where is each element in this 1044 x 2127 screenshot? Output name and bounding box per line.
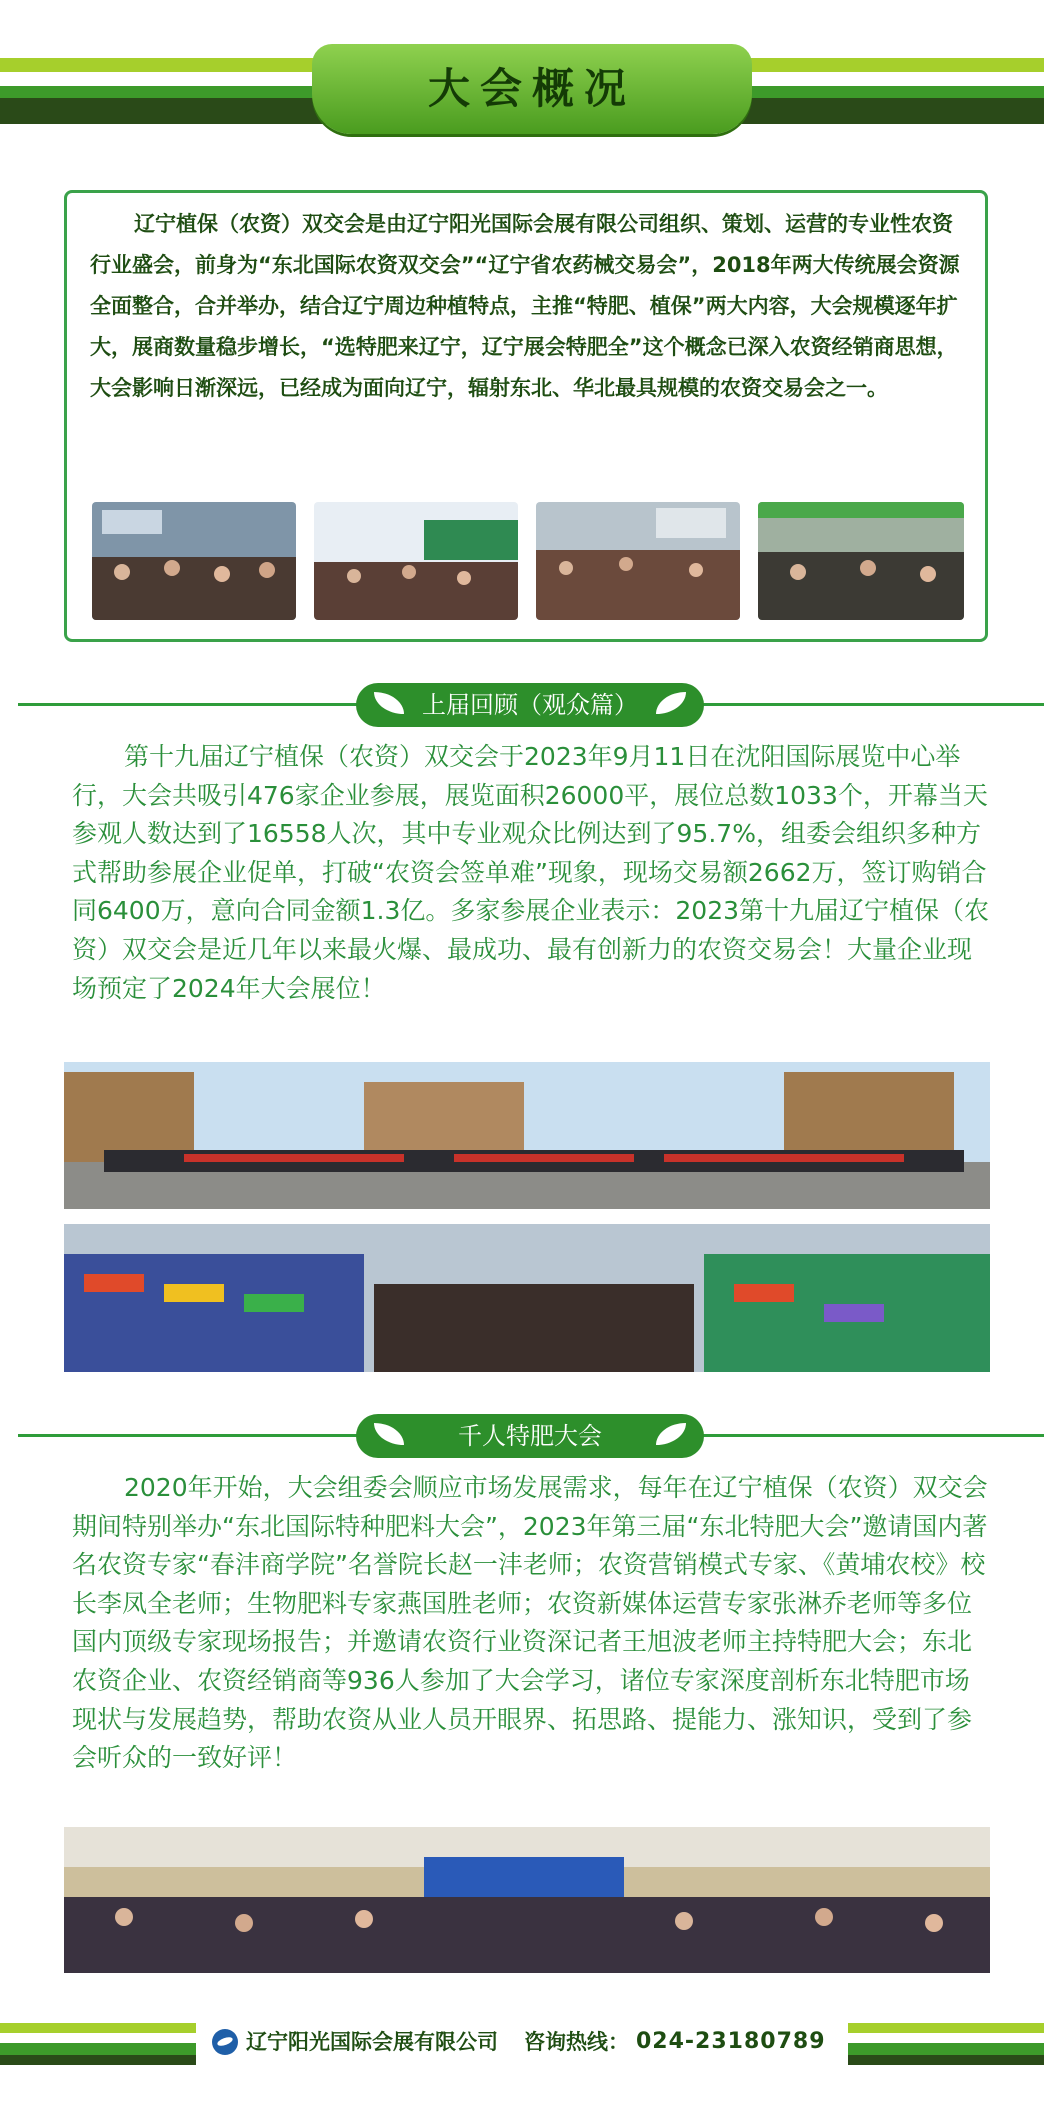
leaf-left-icon — [374, 1423, 404, 1445]
fertilizer-heading: 千人特肥大会 — [458, 1422, 602, 1450]
intro-paragraph: 辽宁植保（农资）双交会是由辽宁阳光国际会展有限公司组织、策划、运营的专业性农资行业盛会，前身为“东北国际农资双交会”“辽宁省农药械交易会”，2018年两大传统展会资源全面整合，合并举办，结合辽宁周边种植特点，主推“特肥、植保”两大内容，大会规模逐年扩大，展商数量稳步增长，“选特肥来辽宁，辽宁展会特肥全”这个概念已深入农资经销商思想，大会影响日渐深远，已经成为面向辽宁，辐射东北、华北最具规模的农资交易会之一。 — [90, 212, 960, 400]
intro-photo-2 — [314, 502, 518, 620]
leaf-right-icon — [656, 1423, 686, 1445]
page-title: 大会概况 — [427, 64, 636, 113]
fertilizer-paragraph: 2020年开始，大会组委会顺应市场发展需求，每年在辽宁植保（农资）双交会期间特别举办“东北国际特种肥料大会”，2023年第三届“东北特肥大会”邀请国内著名农资专家“春沣商学院”名誉院长赵一沣老师；农资营销模式专家、《黄埔农校》校长李凤全老师；生物肥料专家燕国胜老师；农资新媒体运营专家张淋乔老师等多位国内顶级专家现场报告；并邀请农资行业资深记者王旭波老师主持特肥大会；东北农资企业、农资经销商等936人参加了大会学习，诸位专家深度剖析东北特肥市场现状与发展趋势，帮助农资从业人员开眼界、拓思路、提能力、涨知识，受到了参会听众的一致好评！ — [72, 1473, 988, 1773]
review-panorama-1 — [64, 1062, 990, 1209]
fertilizer-heading-pill — [356, 1414, 704, 1458]
intro-photo-1 — [92, 502, 296, 620]
footer-hotline: 024-23180789 — [636, 2029, 826, 2054]
footer-company: 辽宁阳光国际会展有限公司 — [246, 2030, 498, 2054]
leaf-left-icon — [374, 692, 404, 714]
review-panorama-2 — [64, 1224, 990, 1372]
page-title-tab — [312, 44, 752, 134]
review-paragraph: 第十九届辽宁植保（农资）双交会于2023年9月11日在沈阳国际展览中心举行，大会共吸引476家企业参展，展览面积26000平，展位总数1033个，开幕当天参观人数达到了16558人次，其中专业观众比例达到了95.7%，组委会组织多种方式帮助参展企业促单，打破“农资会签单难”现象，现场交易额2662万，签订购销合同6400万，意向合同金额1.3亿。多家参展企业表示：2023第十九届辽宁植保（农资）双交会是近几年以来最火爆、最成功、最有创新力的农资交易会！大量企业现场预定了2024年大会展位！ — [72, 742, 990, 1003]
intro-photo-3 — [536, 502, 740, 620]
review-heading: 上届回顾（观众篇） — [422, 691, 638, 719]
footer-stripe-right-dark — [848, 2055, 1044, 2065]
footer-hotline-label: 咨询热线： — [524, 2030, 629, 2054]
footer-stripe-left-dark — [0, 2055, 196, 2065]
footer-stripe-left-green — [0, 2043, 196, 2055]
footer-stripe-right-green — [848, 2043, 1044, 2055]
intro-photo-4 — [758, 502, 964, 620]
company-logo-icon — [212, 2029, 238, 2055]
review-heading-pill — [356, 683, 704, 727]
footer-stripe-right-lime — [848, 2023, 1044, 2033]
leaf-right-icon — [656, 692, 686, 714]
fertilizer-conference-photo — [64, 1827, 990, 1973]
footer-stripe-left-lime — [0, 2023, 196, 2033]
